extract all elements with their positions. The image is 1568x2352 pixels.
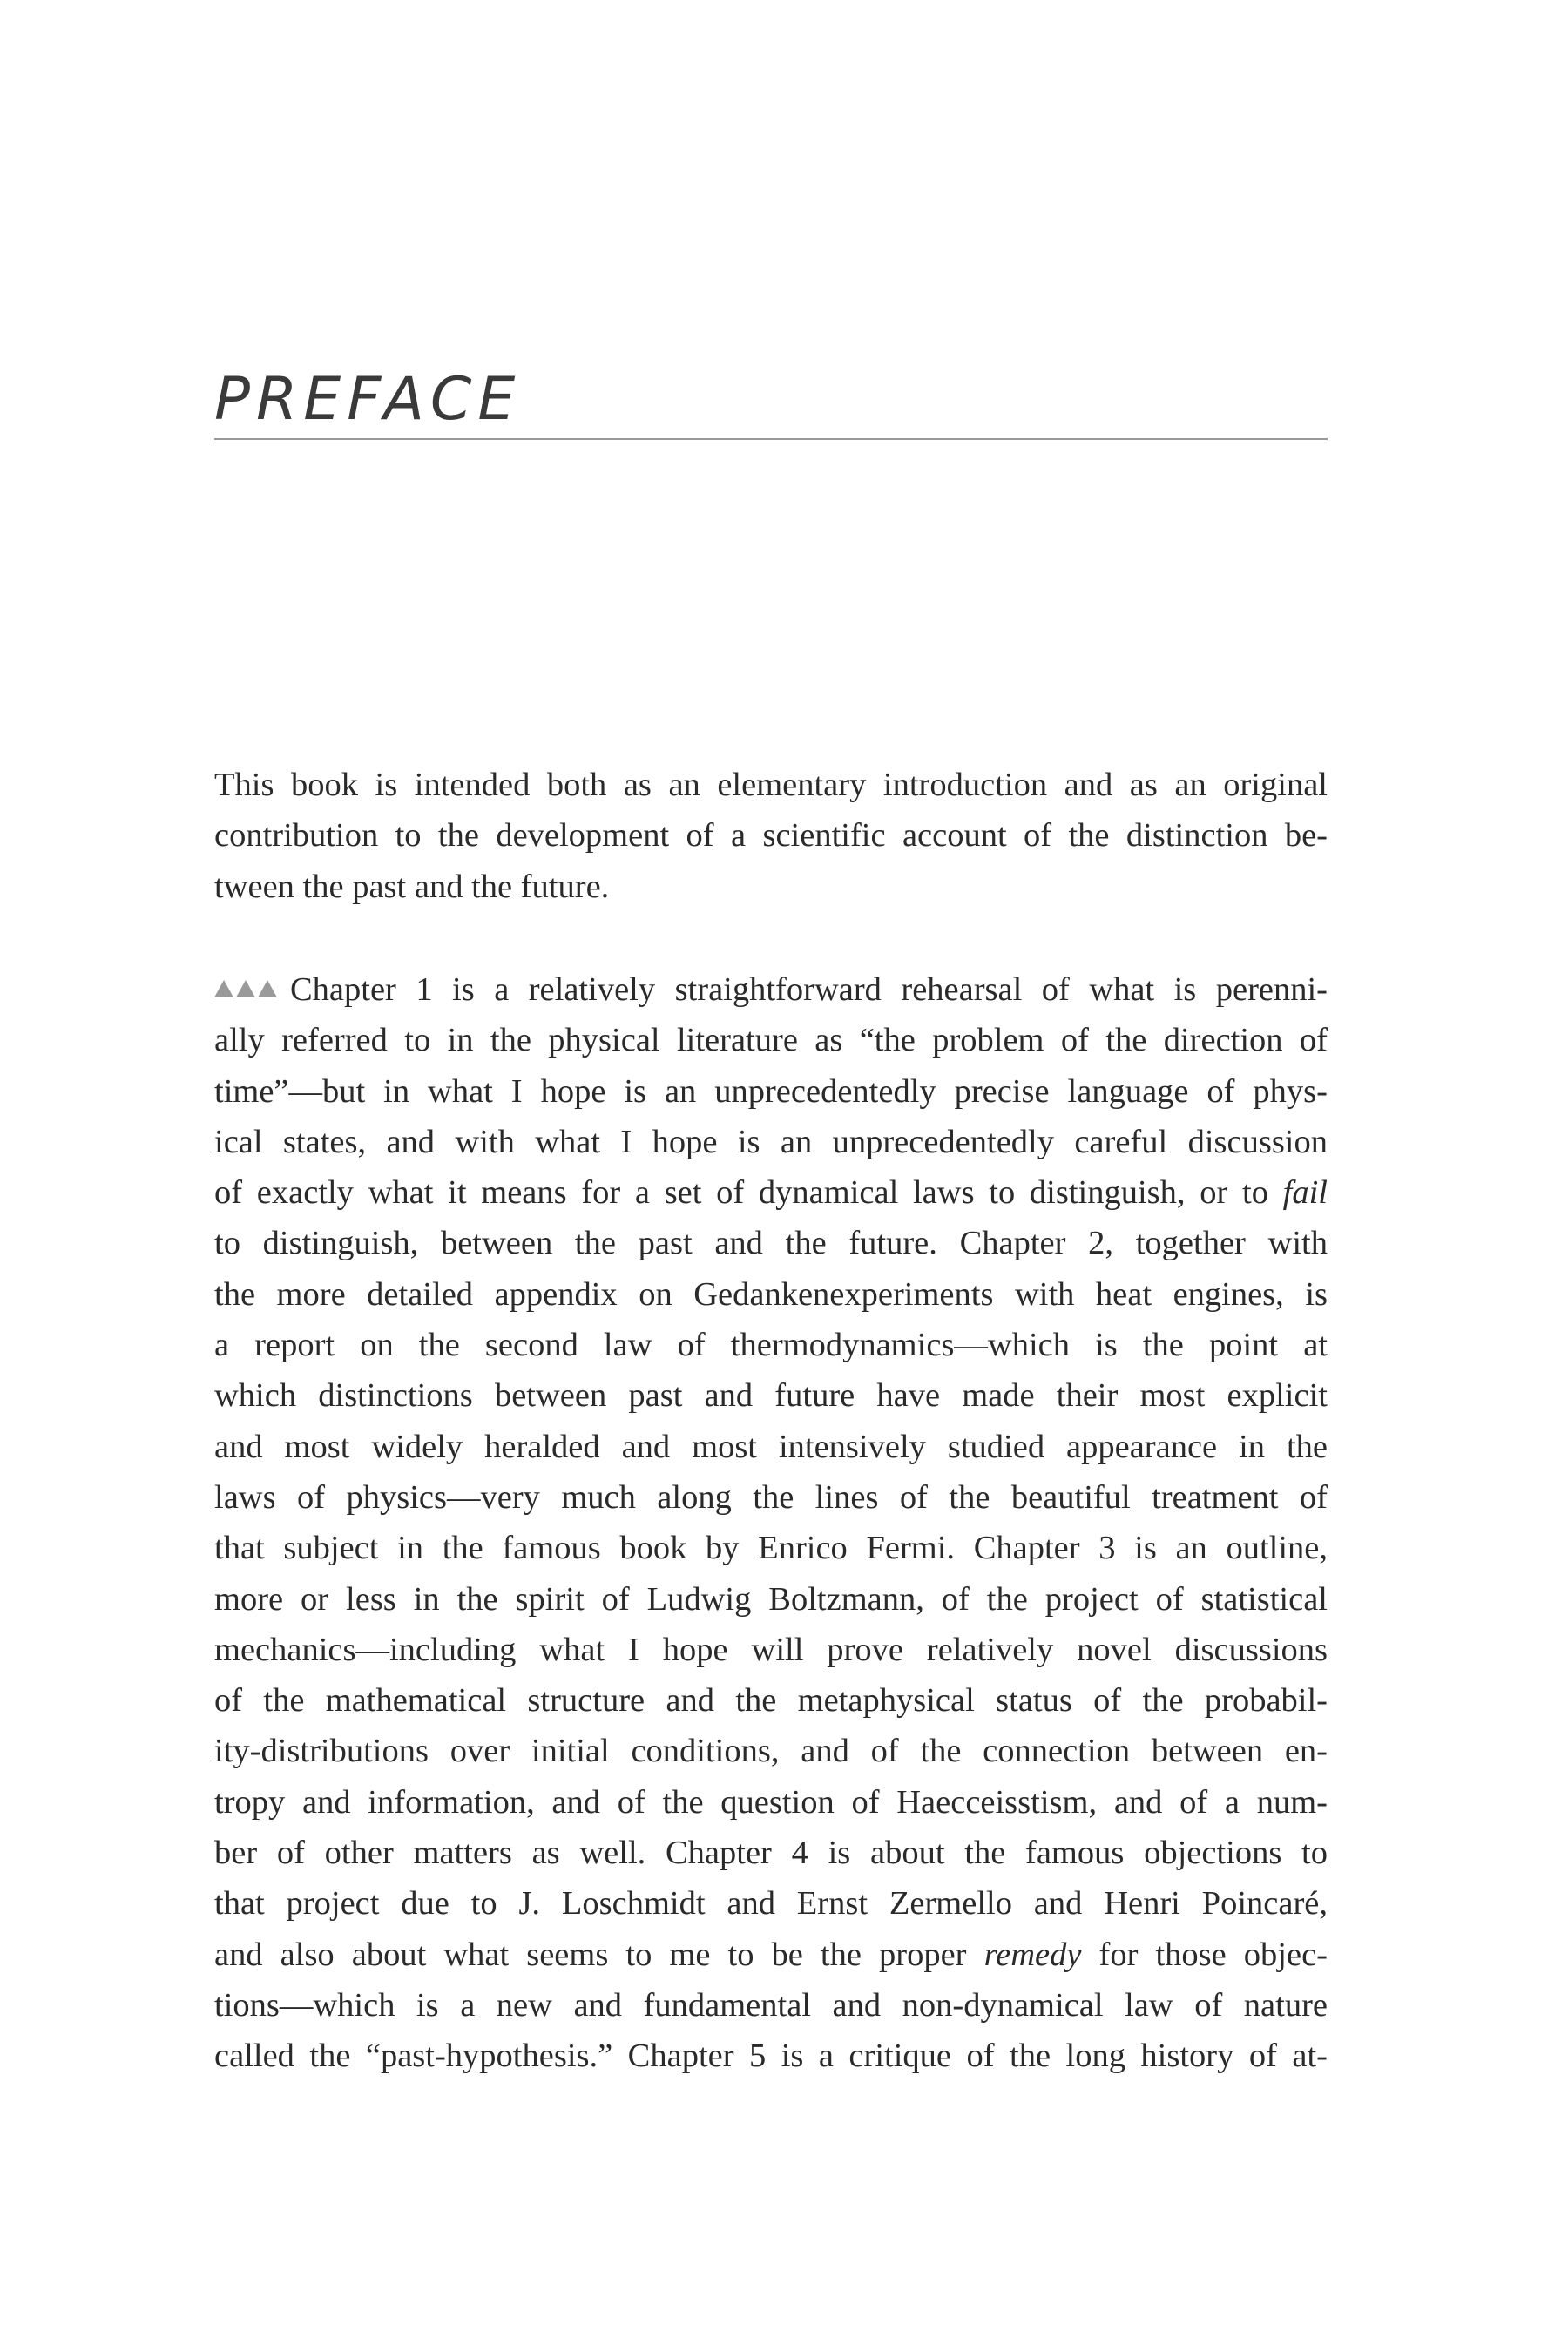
text-line: laws of physics—very much along the lines of the beautiful treatment of xyxy=(214,1478,1328,1516)
text-line: ical states, and with what I hope is an unprecedentedly careful discussion xyxy=(214,1123,1328,1160)
text-line: tions—which is a new and fundamental and non-dynamical law of nature xyxy=(214,1986,1328,2024)
text-line: which distinctions between past and future have made their most explicit xyxy=(214,1377,1328,1415)
text-line: of the mathematical structure and the metaphysical status of the probabil- xyxy=(214,1682,1328,1720)
text-line xyxy=(214,1167,1328,1218)
text-run: Chapter 1 is a relatively straightforward rehearsal of what is perenni- xyxy=(290,971,1328,1008)
text-line: that subject in the famous book by Enrico Fermi. Chapter 3 is an outline, xyxy=(214,1530,1328,1567)
text-line: mechanics—including what I hope will prove relatively novel discussions xyxy=(214,1631,1328,1668)
text-line: and most widely heralded and most intensively studied appearance in the xyxy=(214,1428,1328,1465)
title-rule-divider xyxy=(214,438,1328,440)
text-line: a report on the second law of thermodynamics—which is the point at xyxy=(214,1327,1328,1364)
text-line: This book is intended both as an elementary introduction and as an original xyxy=(214,767,1328,803)
text-line: ally referred to in the physical literature as “the problem of the direction of xyxy=(214,1022,1328,1059)
text-run: of exactly what it means for a set of dynamical laws to distinguish, or to xyxy=(214,1174,1283,1212)
emphasis-text: remedy xyxy=(983,1936,1082,1973)
text-line: ber of other matters as well. Chapter 4 is about the famous objections to xyxy=(214,1835,1328,1872)
text-line: to distinguish, between the past and the future. Chapter 2, together with xyxy=(214,1225,1328,1262)
paragraph-intro xyxy=(214,760,1328,912)
text-line: tween the past and the future. xyxy=(214,868,610,905)
text-line xyxy=(214,1930,1328,1980)
text-line: called the “past-hypothesis.” Chapter 5 is a critique of the long history of at- xyxy=(214,2038,1328,2075)
text-line: time”—but in what I hope is an unprecedentedly precise language of phys- xyxy=(214,1072,1328,1110)
page-title: PREFACE xyxy=(214,365,522,434)
three-triangles-ornament-icon xyxy=(214,964,280,1015)
text-line: more or less in the spirit of Ludwig Boltzmann, of the project of statistical xyxy=(214,1580,1328,1618)
text-line: ity-distributions over initial conditions, and of the connection between en- xyxy=(214,1733,1328,1770)
text-line: that project due to J. Loschmidt and Ernst Zermello and Henri Poincaré, xyxy=(214,1885,1328,1923)
text-line: tropy and information, and of the question of Haecceisstism, and of a num- xyxy=(214,1783,1328,1821)
paragraph-chapters xyxy=(214,964,1328,2082)
text-line: the more detailed appendix on Gedankenexperiments with heat engines, is xyxy=(214,1275,1328,1313)
text-run: and also about what seems to me to be the proper xyxy=(214,1936,984,1973)
text-line: contribution to the development of a scientific account of the distinction be- xyxy=(214,817,1328,855)
text-line xyxy=(214,964,1328,1015)
emphasis-text: fail xyxy=(1282,1174,1328,1212)
text-run: for those objec- xyxy=(1081,1936,1328,1973)
